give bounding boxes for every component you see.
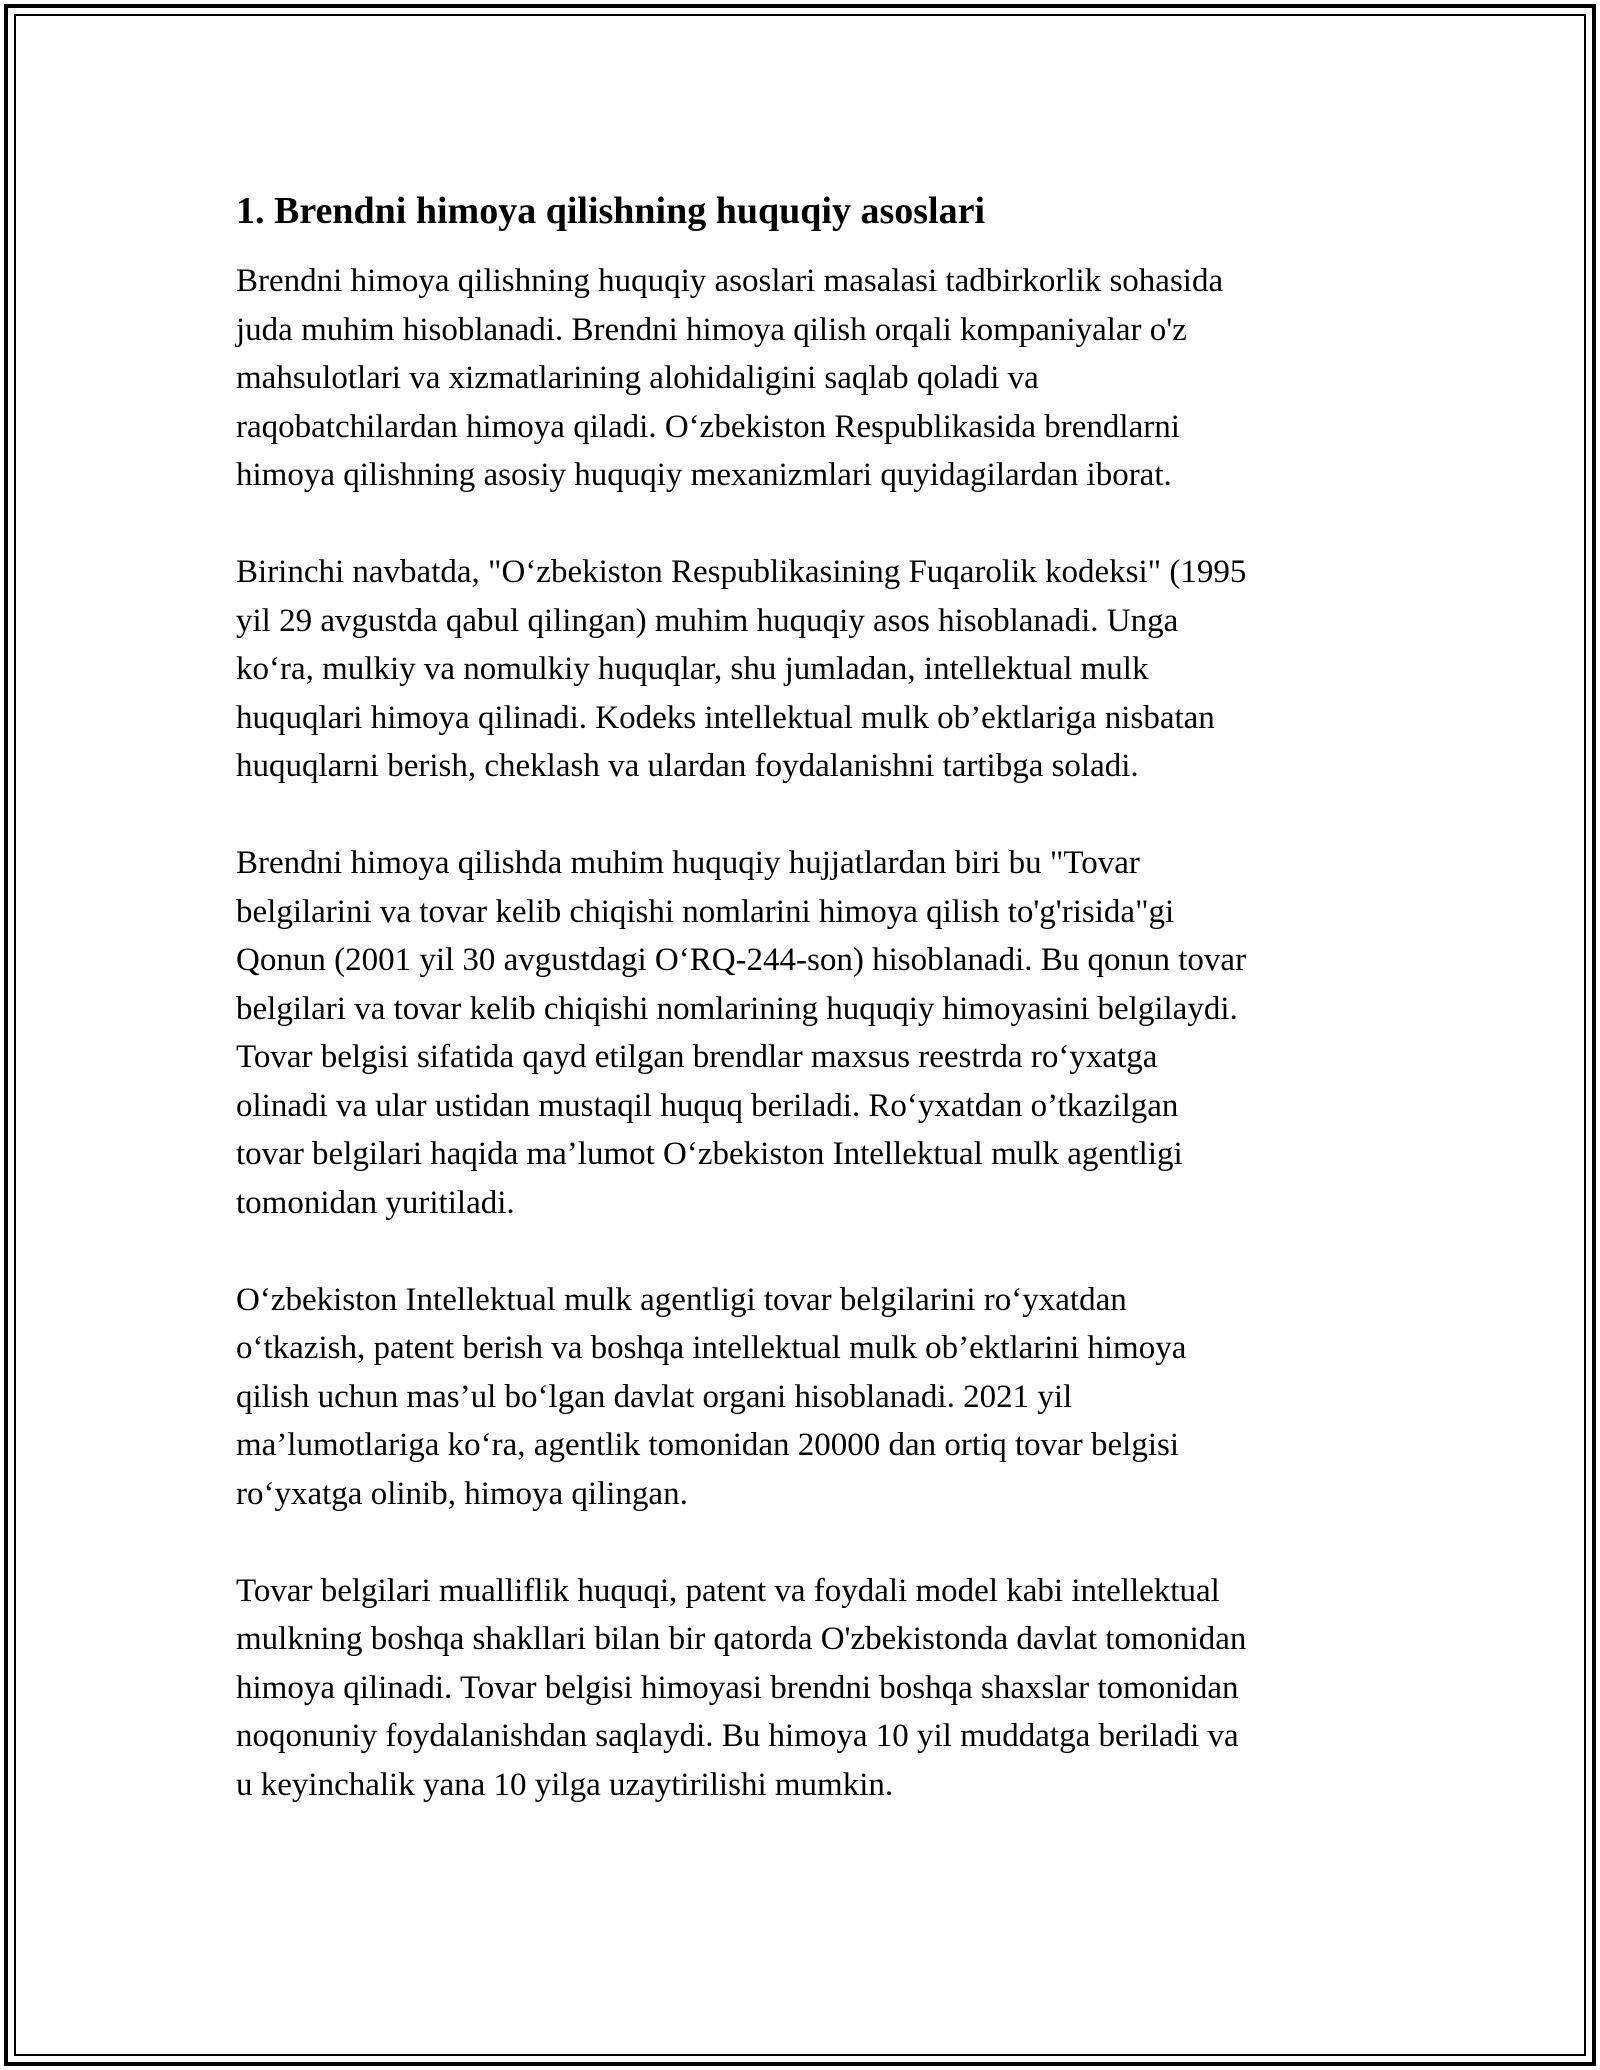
text-line: ma’lumotlariga ko‘ra, agentlik tomonidan 20000 dan ortiq tovar belgisi (236, 1427, 1180, 1463)
text-line: mahsulotlari va xizmatlarining alohidaligini saqlab qoladi va (236, 360, 1039, 396)
text-line: huquqlarni berish, cheklash va ulardan foydalanishni tartibga soladi. (236, 748, 1139, 784)
text-line: juda muhim hisoblanadi. Brendni himoya qilish orqali kompaniyalar o'z (236, 311, 1187, 348)
text-line: Tovar belgisi sifatida qayd etilgan brendlar maxsus reestrda ro‘yxatga (236, 1039, 1158, 1075)
text-line: Tovar belgilari mualliflik huquqi, patent va foydali model kabi intellektual (236, 1572, 1220, 1609)
text-line: Brendni himoya qilishning huquqiy asoslari masalasi tadbirkorlik sohasida (236, 263, 1224, 299)
paragraph-3 (236, 839, 1386, 1227)
text-line: mulkning boshqa shakllari bilan bir qatorda O'zbekistonda davlat tomonidan (236, 1621, 1247, 1657)
text-line: Birinchi navbatda, "O‘zbekiston Respublikasining Fuqarolik kodeksi" (1995 (236, 554, 1247, 590)
text-line: qilish uchun mas’ul bo‘lgan davlat organi hisoblanadi. 2021 yil (236, 1378, 1073, 1415)
paragraph-2 (236, 548, 1386, 791)
text-line: u keyinchalik yana 10 yilga uzaytirilishi mumkin. (236, 1766, 894, 1803)
text-line: tomonidan yuritiladi. (236, 1184, 515, 1221)
section-heading: 1. Brendni himoya qilishning huquqiy asoslari (236, 190, 986, 232)
text-line: Qonun (2001 yil 30 avgustdagi O‘RQ-244-son) hisoblanadi. Bu qonun tovar (236, 942, 1247, 978)
text-line: himoya qilishning asosiy huquqiy mexanizmlari quyidagilardan iborat. (236, 457, 1172, 493)
text-line: olinadi va ular ustidan mustaqil huquq beriladi. Ro‘yxatdan o’tkazilgan (236, 1087, 1179, 1124)
paragraph-5 (236, 1567, 1386, 1810)
text-line: o‘tkazish, patent berish va boshqa intellektual mulk ob’ektlarini himoya (236, 1330, 1187, 1366)
text-line: yil 29 avgustda qabul qilingan) muhim huquqiy asos hisoblanadi. Unga (236, 602, 1179, 639)
text-line: Brendni himoya qilishda muhim huquqiy hujjatlardan biri bu "Tovar (236, 845, 1140, 881)
paragraph-1 (236, 257, 1386, 500)
text-line: O‘zbekiston Intellektual mulk agentligi tovar belgilarini ro‘yxatdan (236, 1281, 1127, 1318)
text-line: ro‘yxatga olinib, himoya qilingan. (236, 1475, 688, 1512)
document-body (236, 185, 1386, 1858)
text-line: belgilari va tovar kelib chiqishi nomlarining huquqiy himoyasini belgilaydi. (236, 990, 1238, 1027)
text-line: huquqlari himoya qilinadi. Kodeks intellektual mulk ob’ektlariga nisbatan (236, 699, 1215, 736)
text-line: raqobatchilardan himoya qiladi. O‘zbekiston Respublikasida brendlarni (236, 408, 1180, 445)
text-line: noqonuniy foydalanishdan saqlaydi. Bu himoya 10 yil muddatga beriladi va (236, 1718, 1239, 1754)
text-line: tovar belgilari haqida ma’lumot O‘zbekiston Intellektual mulk agentligi (236, 1136, 1183, 1172)
text-line: ko‘ra, mulkiy va nomulkiy huquqlar, shu jumladan, intellektual mulk (236, 651, 1149, 687)
text-line: belgilarini va tovar kelib chiqishi nomlarini himoya qilish to'g'risida"gi (236, 893, 1175, 930)
paragraph-4 (236, 1276, 1386, 1519)
text-line: himoya qilinadi. Tovar belgisi himoyasi brendni boshqa shaxslar tomonidan (236, 1669, 1239, 1706)
